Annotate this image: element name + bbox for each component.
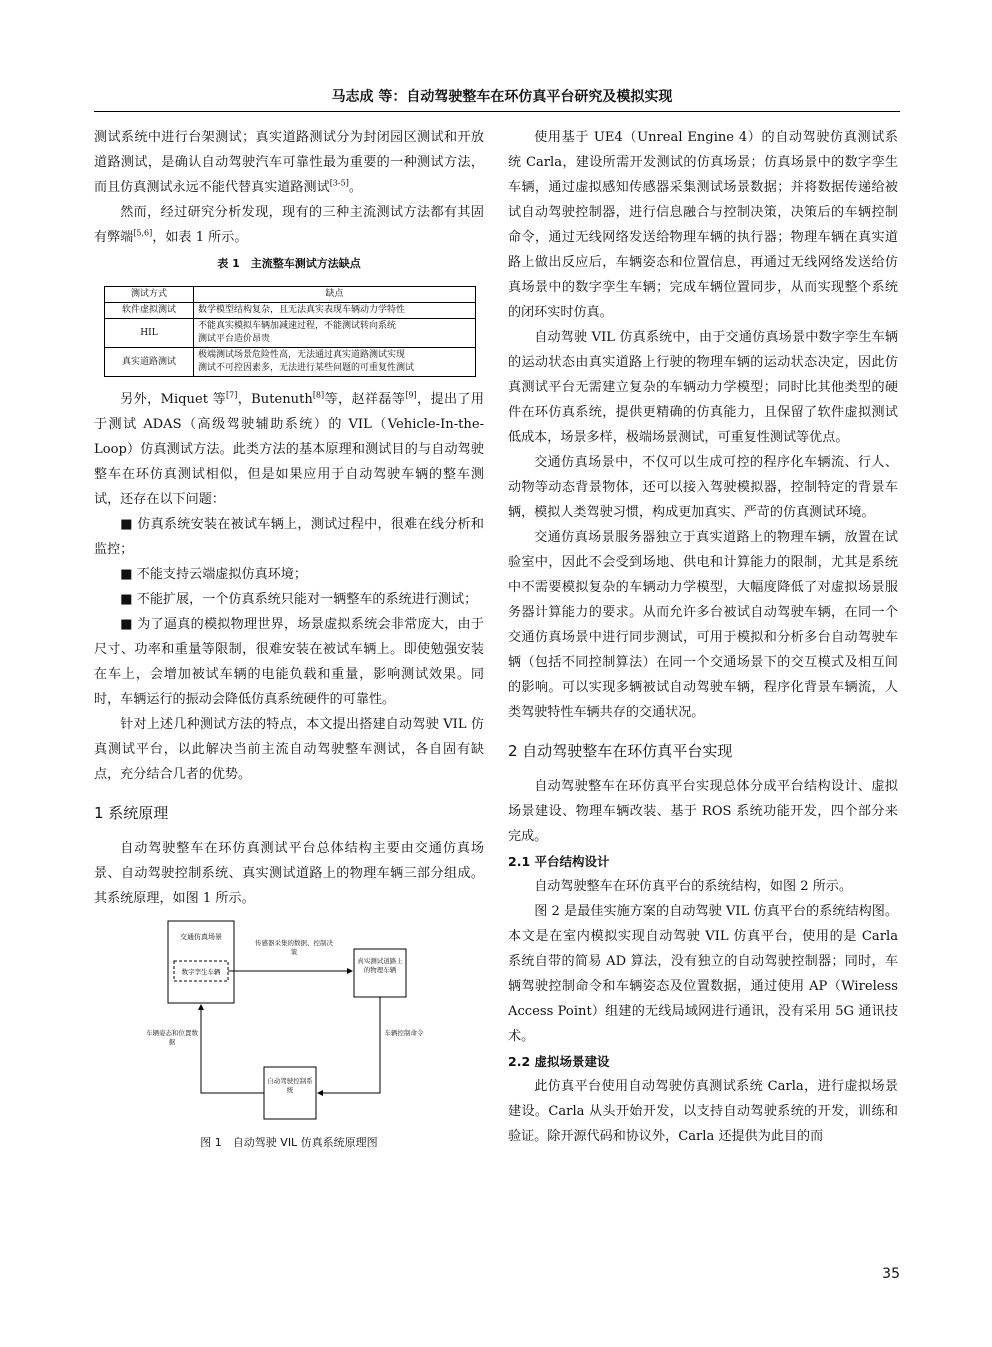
- paragraph: 使用基于 UE4（Unreal Engine 4）的自动驾驶仿真测试系统 Carla，建设所需开发测试的仿真场景；仿真场景中的数字孪生车辆，通过虚拟感知传感器采集测试场景数据；并将数据传递给被试自动驾驶控制器，进行信息融合与控制决策，决策后的车辆控制命令，通过无线网络发送给物理车辆的执行器；物理车辆在真实道路上做出反应后，车辆姿态和位置信息，再通过无线网络发送给仿真场景中的数字孪生车辆；完成车辆位置同步，从而实现整个系统的闭环实时仿真。: [508, 130, 898, 320]
- arrow-label-right: 车辆控制命令: [384, 1029, 424, 1037]
- paragraph: 自动驾驶整车在环仿真测试平台总体结构主要由交通仿真场景、自动驾驶控制系统、真实测试道路上的物理车辆三部分组成。其系统原理，如图 1 所示。: [94, 841, 484, 906]
- paragraph: 图 2 是最佳实施方案的自动驾驶 VIL 仿真平台的系统结构图。本文是在室内模拟实现自动驾驶 VIL 仿真平台，使用的是 Carla 系统自带的简易 AD 算法，没有独立的自动驾驶控制器；同时，车辆驾驶控制命令和车辆姿态及位置数据，通过使用 AP（Wireless Access Point）组建的无线局域网进行通讯，没有采用 5G 通讯技术。: [508, 904, 898, 1044]
- table-header-cell: 缺点: [194, 287, 476, 303]
- bullet-item: ■ 不能支持云端虚拟仿真环境；: [120, 567, 307, 582]
- paragraph: 自动驾驶 VIL 仿真系统中，由于交通仿真场景中数字孪生车辆的运动状态由真实道路上行驶的物理车辆的运动状态决定，因此仿真测试平台无需建立复杂的车辆动力学模型；同时比其他类型的硬件在环仿真系统，提供更精确的仿真能力，且保留了软件虚拟测试低成本，场景多样，极端场景测试，可重复性测试等优点。: [508, 330, 898, 445]
- table-cell: 真实道路测试: [105, 348, 194, 377]
- paragraph: 自动驾驶整车在环仿真平台的系统结构，如图 2 所示。: [534, 879, 852, 894]
- scene-box-label: 交通仿真场景: [180, 933, 222, 941]
- table-caption: 表 1 主流整车测试方法缺点: [217, 257, 361, 270]
- subsection-heading: 2.1 平台结构设计: [508, 854, 610, 869]
- table-cell: 极端测试场景危险性高，无法通过真实道路测试实现 测试不可控因素多，无法进行某些问题的可重复性测试: [194, 348, 476, 377]
- running-header: 马志成 等：自动驾驶整车在环仿真平台研究及模拟实现: [331, 89, 673, 105]
- paragraph: 另外，Miquet 等[7]，Butenuth[8]等，赵祥磊等[9]，提出了用于测试 ADAS（高级驾驶辅助系统）的 VIL（Vehicle-In-the-Loop）仿真测试方法。此类方法的基本原理和测试目的与自动驾驶整车在环仿真测试相似，但是如果应用于自动驾驶车辆的整车测试，还存在以下问题：: [94, 390, 484, 507]
- citation[interactable]: [8]: [312, 390, 325, 400]
- paragraph: 自动驾驶整车在环仿真平台实现总体分成平台结构设计、虚拟场景建设、物理车辆改装、基于 ROS 系统功能开发，四个部分来完成。: [508, 779, 898, 844]
- citation[interactable]: [9]: [405, 390, 417, 400]
- page-number: 35: [882, 1266, 900, 1282]
- paragraph: 测试系统中进行台架测试；真实道路测试分为封闭园区测试和开放道路测试，是确认自动驾驶汽车可靠性最为重要的一种测试方法，而且仿真测试永远不能代替真实道路测试[3-5]。: [94, 130, 484, 195]
- command-arrow: [318, 997, 380, 1093]
- paragraph: 然而，经过研究分析发现，现有的三种主流测试方法都有其固有弊端[5,6]，如表 1 所示。: [94, 205, 484, 245]
- paragraph: 针对上述几种测试方法的特点，本文提出搭建自动驾驶 VIL 仿真测试平台，以此解决当前主流自动驾驶整车测试，各自固有缺点，充分结合几者的优势。: [94, 717, 484, 782]
- arrow-label-top: 传感器采集的数据、控制决策: [255, 939, 333, 956]
- left-column: [94, 125, 484, 1157]
- table-row: [105, 319, 476, 348]
- table-header-cell: 测试方式: [105, 287, 194, 303]
- vehicle-box-label: 自动驾驶控制系统: [267, 1077, 313, 1094]
- table-row: [105, 303, 476, 319]
- pose-arrow: [201, 1005, 264, 1093]
- figure-1-diagram: [94, 917, 484, 1129]
- bullet-item: ■ 为了逼真的模拟物理世界，场景虚拟系统会非常庞大，由于尺寸、功率和重量等限制，很难安装在被试车辆上。即使勉强安装在车上，会增加被试车辆的电能负载和重量，影响测试效果。同时，车辆运行的振动会降低仿真系统硬件的可靠性。: [94, 617, 484, 707]
- citation[interactable]: [3-5]: [329, 178, 349, 188]
- bullet-item: ■ 不能扩展，一个仿真系统只能对一辆整车的系统进行测试；: [120, 592, 478, 607]
- table-cell: HIL: [105, 319, 194, 348]
- citation[interactable]: [5,6]: [133, 228, 153, 238]
- paragraph: 交通仿真场景服务器独立于真实道路上的物理车辆，放置在试验室中，因此不会受到场地、供电和计算能力的限制，尤其是系统中不需要模拟复杂的车辆动力学模型，大幅度降低了对虚拟场景服务器计算能力的要求。从而允许多台被试自动驾驶车辆，在同一个交通仿真场景中进行同步测试，可用于模拟和分析多台自动驾驶车辆（包括不同控制算法）在同一个交通场景下的交互模式及相互间的影响。可以实现多辆被试自动驾驶车辆，程序化背景车辆流，人类驾驶特性车辆共存的交通状况。: [508, 530, 898, 720]
- table-cell: 不能真实模拟车辆加减速过程，不能测试转向系统 测试平台造价昂贵: [194, 319, 476, 348]
- table-cell: 数学模型结构复杂，且无法真实表现车辆动力学特性: [194, 303, 476, 319]
- paragraph: 交通仿真场景中，不仅可以生成可控的程序化车辆流、行人、动物等动态背景物体，还可以接入驾驶模拟器，控制特定的背景车辆，模拟人类驾驶习惯，构成更加真实、严苛的仿真测试环境。: [508, 455, 898, 520]
- subsection-heading: 2.2 虚拟场景建设: [508, 1054, 610, 1069]
- twin-box-label: 数字孪生车辆: [181, 968, 221, 976]
- defects-table: [104, 286, 476, 377]
- table-cell: 软件虚拟测试: [105, 303, 194, 319]
- section-heading: 1 系统原理: [94, 804, 169, 822]
- control-box-label: 真实测试道路上的物理车辆: [357, 957, 403, 974]
- citation[interactable]: [7]: [226, 390, 238, 400]
- table-row: [105, 348, 476, 377]
- header-rule: [94, 111, 900, 112]
- section-heading: 2 自动驾驶整车在环仿真平台实现: [508, 742, 733, 760]
- paragraph: 此仿真平台使用自动驾驶仿真测试系统 Carla，进行虚拟场景建设。Carla 从头开始开发，以支持自动驾驶系统的开发，训练和验证。除开源代码和协议外，Carla 还提供为此目的而: [508, 1079, 898, 1144]
- arrow-label-left: 车辆姿态和位置数据: [146, 1029, 198, 1046]
- bullet-item: ■ 仿真系统安装在被试车辆上，测试过程中，很难在线分析和监控；: [94, 517, 484, 557]
- table-header-row: [105, 287, 476, 303]
- figure-caption: 图 1 自动驾驶 VIL 仿真系统原理图: [200, 1136, 378, 1149]
- right-column: [508, 125, 898, 1149]
- diagram-svg: [94, 917, 484, 1129]
